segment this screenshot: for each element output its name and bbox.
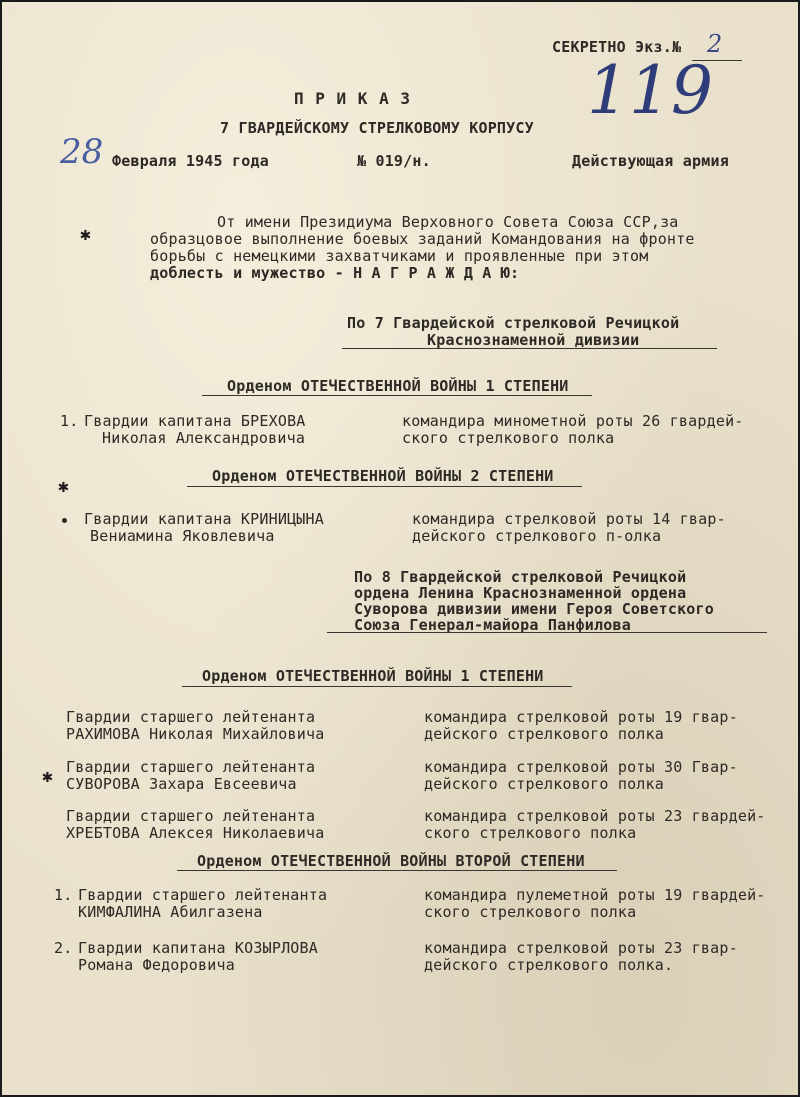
person-position-1: командира стрелковой роты 23 гвардей- (424, 807, 766, 825)
division-7-line-1: По 7 Гвардейской стрелковой Речицкой (347, 314, 680, 332)
division-7-underline (342, 348, 717, 349)
person-name: РАХИМОВА Николая Михайловича (66, 725, 325, 743)
division-7-line-2: Краснознаменной дивизии (427, 331, 640, 349)
classification-label: СЕКРЕТНО Экз.№ (552, 38, 682, 56)
division-8-line-2: ордена Ленина Краснознаменной ордена (354, 584, 687, 602)
award-title-underline (182, 686, 572, 687)
preamble-line-3: борьбы с немецкими захватчиками и проявленные при этом (150, 247, 649, 265)
order-date: Февраля 1945 года (112, 152, 269, 170)
person-name: Николая Александровича (102, 429, 306, 447)
division-8-line-3: Суворова дивизии имени Героя Советского (354, 600, 714, 618)
person-rank: Гвардии старшего лейтенанта (66, 758, 316, 776)
division-8-underline (327, 632, 767, 633)
award-title-underline (187, 486, 582, 487)
bullet-mark (62, 518, 67, 523)
award-title: Орденом ОТЕЧЕСТВЕННОЙ ВОЙНЫ ВТОРОЙ СТЕПЕНИ (197, 852, 585, 870)
person-position-2: ского стрелкового полка (424, 903, 637, 921)
handwritten-page-number: 119 (587, 52, 713, 129)
award-title: Орденом ОТЕЧЕСТВЕННОЙ ВОЙНЫ 1 СТЕПЕНИ (202, 667, 544, 685)
person-position-1: командира стрелковой роты 23 гвар- (424, 939, 738, 957)
person-rank: Гвардии старшего лейтенанта (66, 807, 316, 825)
order-location: Действующая армия (572, 152, 729, 170)
person-position-1: командира стрелковой роты 14 гвар- (412, 510, 726, 528)
handwritten-day: 28 (60, 132, 104, 172)
preamble-line-4: доблесть и мужество - Н А Г Р А Ж Д А Ю: (150, 264, 520, 282)
person-position-1: командира стрелковой роты 19 гвар- (424, 708, 738, 726)
person-number: 2. (54, 939, 73, 957)
person-position-2: дейского стрелкового полка. (424, 956, 674, 974)
person-name: ХРЕБТОВА Алексея Николаевича (66, 824, 325, 842)
person-name: Вениамина Яковлевича (90, 527, 275, 545)
preamble-line-1: От имени Президиума Верховного Совета Союза ССР,за (217, 213, 679, 231)
person-position-1: командира стрелковой роты 30 Гвар- (424, 758, 738, 776)
person-number: 1. (60, 412, 79, 430)
person-rank: Гвардии капитана КОЗЫРЛОВА (78, 939, 318, 957)
order-subtitle: 7 ГВАРДЕЙСКОМУ СТРЕЛКОВОМУ КОРПУСУ (220, 119, 534, 137)
order-number: № 019/н. (357, 152, 431, 170)
preamble-line-2: образцовое выполнение боевых заданий Командования на фронте (150, 230, 695, 248)
copy-number: 2 (707, 30, 723, 58)
margin-mark: ✱ (42, 766, 53, 787)
margin-mark: ✱ (80, 224, 91, 245)
person-position-1: командира минометной роты 26 гвардей- (402, 412, 744, 430)
person-position-2: дейского стрелкового полка (424, 775, 664, 793)
award-title: Орденом ОТЕЧЕСТВЕННОЙ ВОЙНЫ 2 СТЕПЕНИ (212, 467, 554, 485)
person-rank: Гвардии капитана КРИНИЦЫНА (84, 510, 324, 528)
award-title: Орденом ОТЕЧЕСТВЕННОЙ ВОЙНЫ 1 СТЕПЕНИ (227, 377, 569, 395)
person-rank: Гвардии старшего лейтенанта (78, 886, 328, 904)
order-title: П Р И К А З (294, 89, 411, 108)
award-title-underline (202, 395, 592, 396)
person-name: Романа Федоровича (78, 956, 235, 974)
person-rank: Гвардии старшего лейтенанта (66, 708, 316, 726)
person-position-2: ского стрелкового полка (402, 429, 615, 447)
person-number: 1. (54, 886, 73, 904)
person-name: СУВОРОВА Захара Евсеевича (66, 775, 297, 793)
document-page (2, 2, 798, 1095)
person-name: КИМФАЛИНА Абилгазена (78, 903, 263, 921)
division-8-line-4: Союза Генерал-майора Панфилова (354, 616, 631, 634)
award-title-underline (177, 870, 617, 871)
person-position-2: дейского стрелкового полка (424, 725, 664, 743)
person-position-1: командира пулеметной роты 19 гвардей- (424, 886, 766, 904)
division-8-line-1: По 8 Гвардейской стрелковой Речицкой (354, 568, 687, 586)
person-position-2: ского стрелкового полка (424, 824, 637, 842)
person-rank: Гвардии капитана БРЕХОВА (84, 412, 306, 430)
margin-mark: ✱ (58, 476, 69, 497)
person-position-2: дейского стрелкового п-олка (412, 527, 662, 545)
